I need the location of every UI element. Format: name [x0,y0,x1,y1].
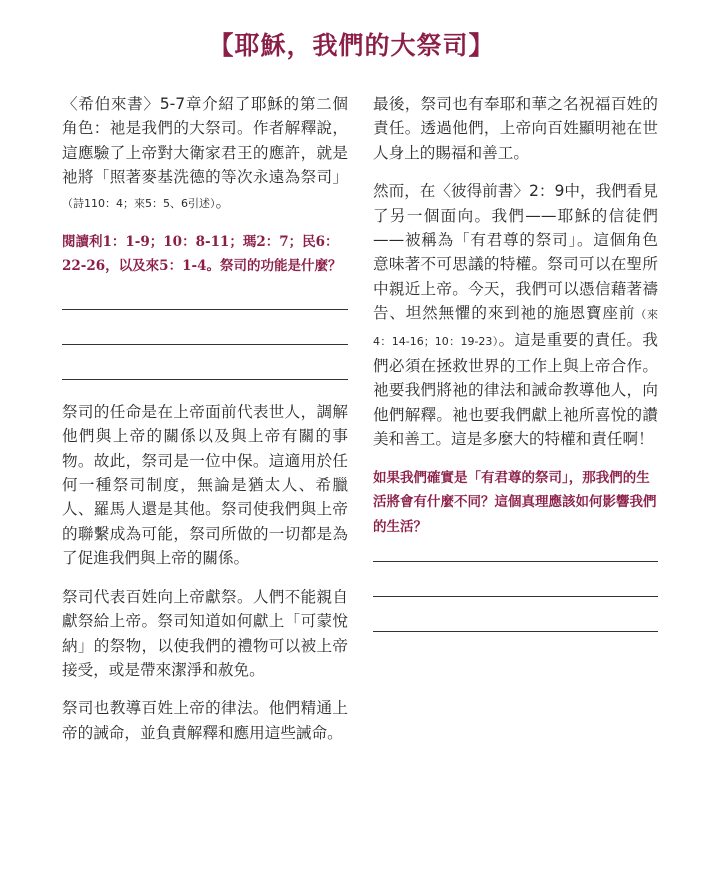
answer-line[interactable] [373,596,658,597]
paragraph-royal-priesthood-text: 然而，在〈彼得前書〉2：9中，我們看見了另一個面向。我們——耶穌的信徒們——被稱為「有君尊的祭司」。這個角色意味著不可思議的特權。祭司可以在聖所中親近上帝。今天，我們可以憑信藉著禱告、坦然無懼的來到祂的施恩寶座前 [373,182,658,323]
paragraph-royal-priesthood-end: 。這是重要的責任。我們必須在拯救世界的工作上與上帝合作。祂要我們將祂的律法和誡命教導他人，向他們解釋。祂也要我們獻上祂所喜悅的讚美和善工。這是多麼大的特權和責任啊！ [373,330,658,449]
paragraph-intro-text: 〈希伯來書〉5-7章介紹了耶穌的第二個角色：祂是我們的大祭司。作者解釋說，這應驗了上帝對大衛家君王的應許，就是祂將「照著麥基洗德的等次永遠為祭司」 [62,95,348,187]
answer-line[interactable] [373,631,658,632]
scripture-reference: （來4：14-16；10：19-23） [373,308,658,348]
paragraph-priest-role: 祭司的任命是在上帝面前代表世人，調解他們與上帝的關係以及與上帝有關的事物。故此，祭司是一位中保。這適用於任何一種祭司制度，無論是猶太人、希臘人、羅馬人還是其他。祭司使我們與上帝的聯繫成為可能，祭司所做的一切都是為了促進我們與上帝的關係。 [62,402,348,568]
study-question-2: 如果我們確實是「有君尊的祭司」，那我們的生活將會有什麼不同？這個真理應該如何影響我們的生活？ [373,469,657,535]
paragraph-priest-teach: 祭司也教導百姓上帝的律法。他們精通上帝的誡命，並負責解釋和應用這些誡命。 [62,699,348,742]
answer-line[interactable] [373,561,658,562]
paragraph-royal-priesthood [373,179,658,451]
paragraph-priest-sacrifice: 祭司代表百姓向上帝獻祭。人們不能親自獻祭給上帝。祭司知道如何獻上「可蒙悅納」的祭物，以使我們的禮物可以被上帝接受，或是帶來潔淨和赦免。 [62,587,348,679]
paragraph-intro [62,92,348,216]
answer-line[interactable] [62,344,348,345]
right-column [373,92,658,632]
left-column [62,92,348,745]
page-title: 【耶穌，我們的大祭司】 [208,31,495,60]
study-question-1: 閱讀利1：1-9；10：8-11；瑪2：7；民6：22-26，以及來5：1-4。祭司的功能是什麼？ [62,234,342,275]
paragraph-priest-bless: 最後，祭司也有奉耶和華之名祝福百姓的責任。透過他們，上帝向百姓顯明祂在世人身上的賜福和善工。 [373,95,658,162]
answer-line[interactable] [62,379,348,380]
answer-line[interactable] [62,309,348,310]
paragraph-intro-end: 。 [215,192,232,211]
scripture-reference: （詩110：4；來5：5、6引述） [62,196,216,210]
